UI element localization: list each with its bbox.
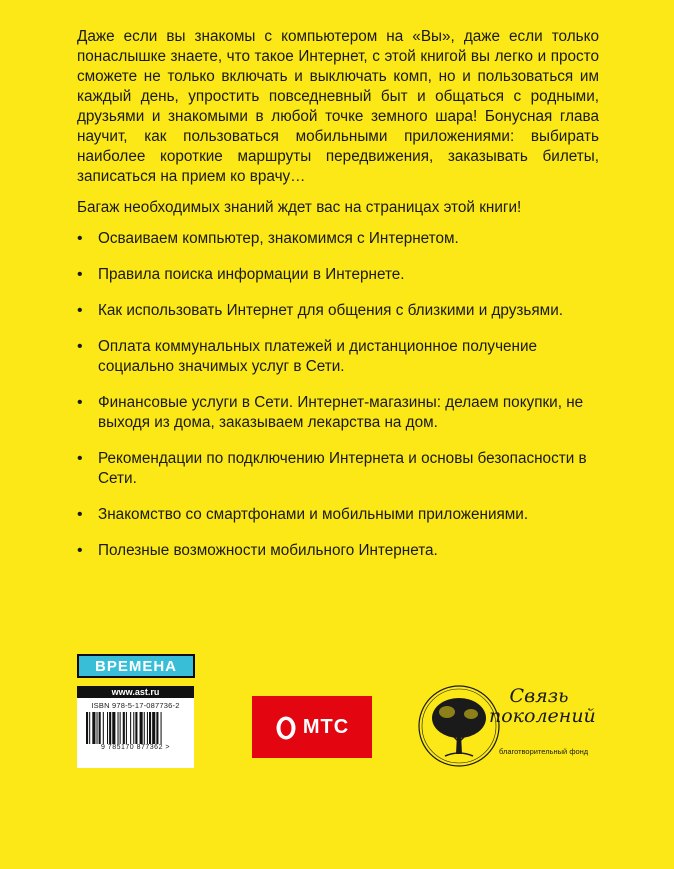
svyaz-subtitle: благотворительный фонд xyxy=(499,747,589,756)
feature-item: • Как использовать Интернет для общения с близкими и друзьями. xyxy=(77,301,599,321)
back-cover-text xyxy=(77,27,599,577)
barcode-icon xyxy=(83,712,189,744)
lead-sentence: Багаж необходимых знаний ждет вас на страницах этой книги! xyxy=(77,199,522,216)
mts-label: МТС xyxy=(302,715,350,738)
isbn-text: ISBN 978-5-17-087736-2 xyxy=(91,701,180,710)
feature-list xyxy=(77,229,599,561)
mts-logo xyxy=(252,696,372,758)
feature-item: • Финансовые услуги в Сети. Интернет-магазины: делаем покупки, не выходя из дома, заказываем лекарства на дом. xyxy=(77,393,599,433)
svyaz-pokoleniy-logo xyxy=(417,684,599,768)
egg-icon xyxy=(275,714,297,740)
svyaz-title: Связь поколений xyxy=(489,685,596,727)
publisher-site: www.ast.ru xyxy=(77,686,194,698)
vremena-logo: ВРЕМЕНА xyxy=(77,654,195,678)
feature-item: • Осваиваем компьютер, знакомимся с Интернетом. xyxy=(77,229,599,249)
barcode-number: 9 785170 877362 > xyxy=(100,744,171,751)
feature-item: • Правила поиска информации в Интернете. xyxy=(77,265,599,285)
feature-item: • Полезные возможности мобильного Интернета. xyxy=(77,541,599,561)
feature-item: • Оплата коммунальных платежей и дистанционное получение социально значимых услуг в Сети. xyxy=(77,337,599,377)
intro-paragraph: Даже если вы знакомы с компьютером на «Вы», даже если только понаслышке знаете, что такое Интернет, с этой книгой вы легко и просто сможете не только включать и выключать комп, но и пользоваться им каждый день, упростить повседневный быт и общаться с родными, друзьями и знакомыми в любой точке земного шара! Бонусная глава научит, как пользоваться мобильными приложениями: выбирать наиболее короткие маршруты передвижения, заказывать билеты, записаться на прием ко врачу… xyxy=(77,28,599,185)
feature-item: • Знакомство со смартфонами и мобильными приложениями. xyxy=(77,505,599,525)
feature-item: • Рекомендации по подключению Интернета и основы безопасности в Сети. xyxy=(77,449,599,489)
barcode-block xyxy=(77,686,194,768)
